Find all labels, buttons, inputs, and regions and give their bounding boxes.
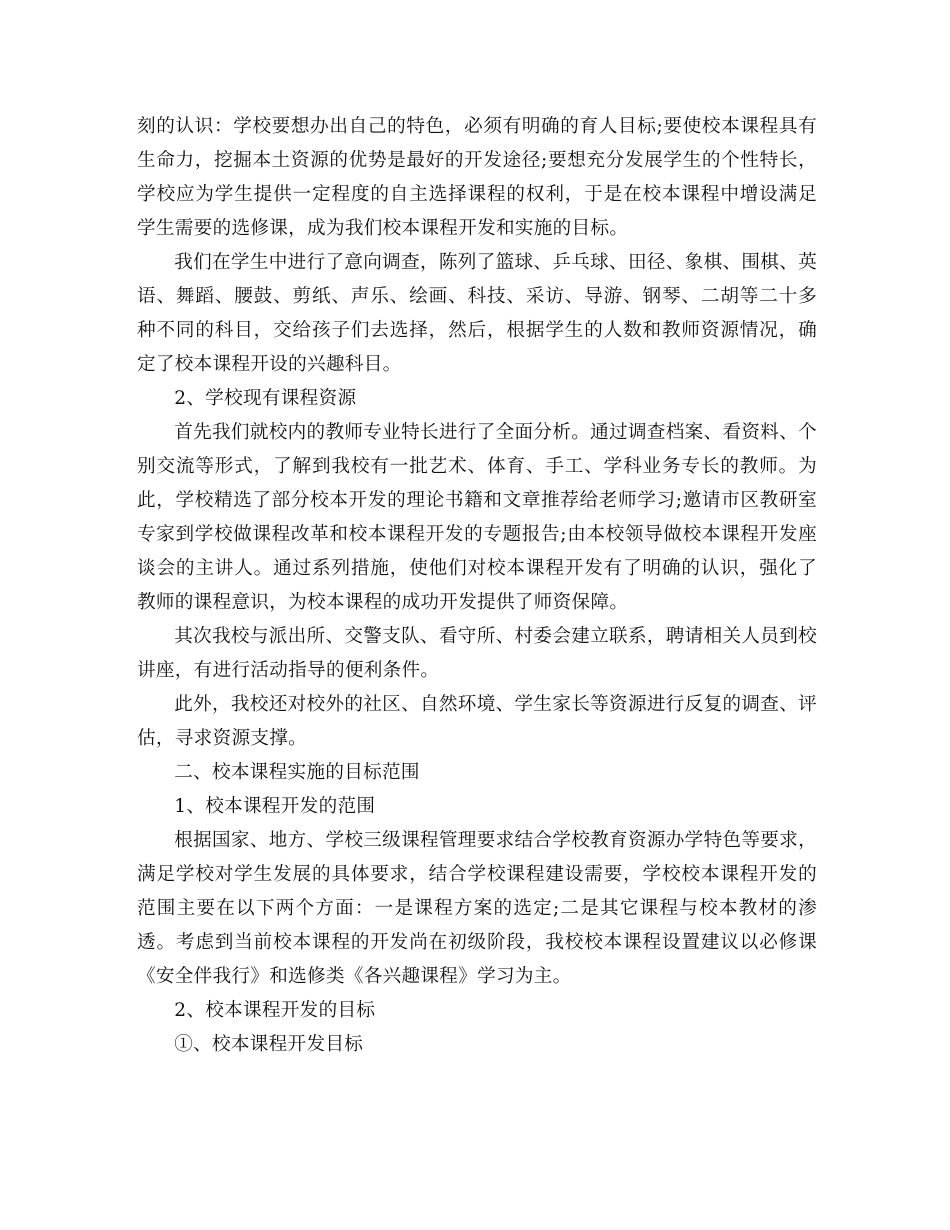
paragraph-6: 根据国家、地方、学校三级课程管理要求结合学校教育资源办学特色等要求，满足学校对学生发展的具体要求，结合学校课程建设需要，学校校本课程开发的范围主要在以下两个方面：一是课程方案的选定;二是其它课程与校本教材的渗透。考虑到当前校本课程的开发尚在初级阶段，我校校本课程设置建议以必修课《安全伴我行》和选修类《各兴趣课程》学习为主。 [137,830,817,987]
document-page [137,110,817,1062]
subsection-heading-circled-1: ①、校本课程开发目标 [174,1034,364,1055]
paragraph-1: 刻的认识：学校要想办出自己的特色，必须有明确的育人目标;要使校本课程具有生命力，挖掘本土资源的优势是最好的开发途径;要想充分发展学生的个性特长，学校应为学生提供一定程度的自主选择课程的权利，于是在校本课程中增设满足学生需要的选修课，成为我们校本课程开发和实施的目标。 [137,116,817,239]
section-heading-two: 二、校本课程实施的目标范围 [174,762,420,783]
paragraph-3: 首先我们就校内的教师专业特长进行了全面分析。通过调查档案、看资料、个别交流等形式，了解到我校有一批艺术、体育、手工、学科业务专长的教师。为此，学校精选了部分校本开发的理论书籍和文章推荐给老师学习;邀请市区教研室专家到学校做课程改革和校本课程开发的专题报告;由本校领导做校本课程开发座谈会的主讲人。通过系列措施，使他们对校本课程开发有了明确的认识，强化了教师的课程意识，为校本课程的成功开发提供了师资保障。 [137,422,817,613]
subsection-heading-1: 1、校本课程开发的范围 [174,796,376,817]
subsection-heading-2: 2、校本课程开发的目标 [174,1000,376,1021]
paragraph-4: 其次我校与派出所、交警支队、看守所、村委会建立联系，聘请相关人员到校讲座，有进行活动指导的便利条件。 [137,626,817,681]
paragraph-2: 我们在学生中进行了意向调查，陈列了篮球、乒乓球、田径、象棋、围棋、英语、舞蹈、腰鼓、剪纸、声乐、绘画、科技、采访、导游、钢琴、二胡等二十多种不同的科目，交给孩子们去选择，然后，根据学生的人数和教师资源情况，确定了校本课程开设的兴趣科目。 [137,252,817,375]
section-heading-2: 2、学校现有课程资源 [174,388,357,409]
paragraph-5: 此外，我校还对校外的社区、自然环境、学生家长等资源进行反复的调查、评估，寻求资源支撑。 [137,694,817,749]
